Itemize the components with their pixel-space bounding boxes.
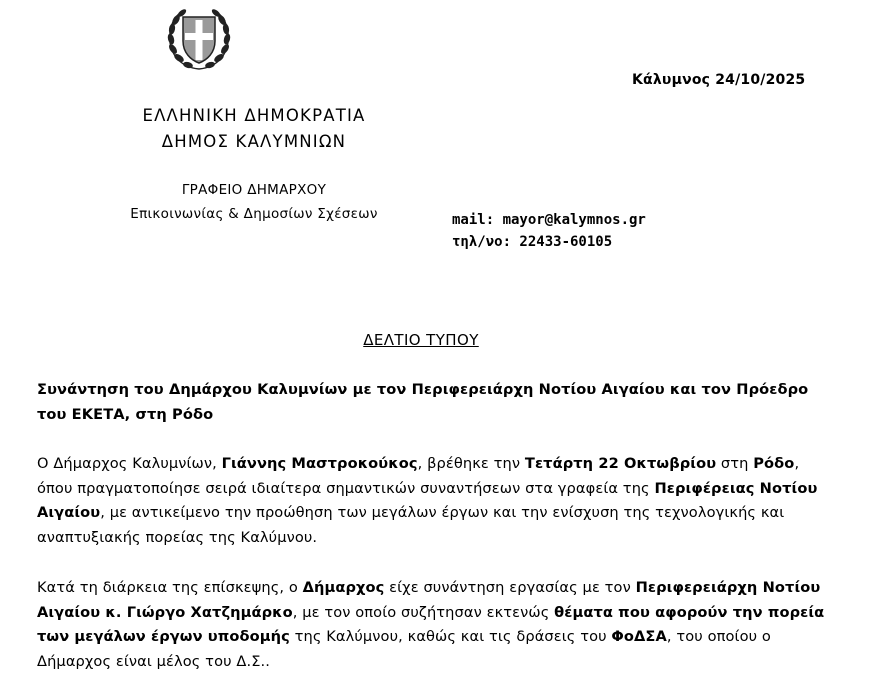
document-date: Κάλυμνος 24/10/2025 xyxy=(632,72,806,88)
municipality-name: ΔΗΜΟΣ ΚΑΛΥΜΝΙΩΝ xyxy=(161,132,347,151)
bold-run: θέματα που αφορούν την πορεία των μεγάλων έργων υποδομής xyxy=(37,603,825,645)
text-run: , όπου πραγματοποίησε σειρά ιδιαίτερα σημαντικών συναντήσεων στα γραφεία της xyxy=(37,455,800,497)
paragraph-2 xyxy=(37,576,837,674)
country-name: ΕΛΛΗΝΙΚΗ ΔΗΜΟΚΡΑΤΙΑ xyxy=(142,106,366,125)
document-subject: Συνάντηση του Δημάρχου Καλυμνίων με τον Περιφερειάρχη Νοτίου Αιγαίου και τον Πρόεδρο του ΕΚΕΤΑ, στη Ρόδο xyxy=(37,381,809,423)
text-run: , του οποίου ο Δήμαρχος είναι μέλος του Δ.Σ.. xyxy=(37,628,771,670)
bold-run: Περιφέρειας Νοτίου Αιγαίου xyxy=(37,479,818,521)
text-run: , βρέθηκε την xyxy=(417,455,525,472)
contact-email: mail: mayor@kalymnos.gr xyxy=(452,212,646,228)
document-title: ΔΕΛΤΙΟ ΤΥΠΟΥ xyxy=(363,331,479,349)
contact-phone: τηλ/νο: 22433-60105 xyxy=(452,234,613,250)
text-run: στη xyxy=(716,455,754,472)
text-run: , με τον οποίο συζήτησαν εκτενώς xyxy=(292,603,555,621)
text-run: , με αντικείμενο την προώθηση των μεγάλων έργων και την ενίσχυση της τεχνολογικής και αναπτυξιακής πορείας της Καλύμνου. xyxy=(37,504,785,546)
text-run: Ο Δήμαρχος Καλυμνίων, xyxy=(37,455,222,472)
greek-coat-of-arms-icon xyxy=(164,5,234,73)
bold-run: ΦοΔΣΑ xyxy=(611,628,667,645)
bold-run: Γιάννης Μαστροκούκος xyxy=(221,455,418,472)
bold-run: Τετάρτη 22 Οκτωβρίου xyxy=(524,455,717,472)
department-name: Επικοινωνίας & Δημοσίων Σχέσεων xyxy=(130,206,378,222)
text-run: Κατά τη διάρκεια της επίσκεψης, ο xyxy=(37,579,303,596)
bold-run: Ρόδο xyxy=(753,455,795,472)
text-run: είχε συνάντηση εργασίας με τον xyxy=(384,579,636,596)
text-run: της Καλύμνου, καθώς και τις δράσεις του xyxy=(289,628,612,645)
bold-run: Δήμαρχος xyxy=(302,579,385,596)
paragraph-1 xyxy=(37,452,837,550)
bold-run: Περιφερειάρχη Νοτίου Αιγαίου κ. Γιώργο Χατζημάρκο xyxy=(37,579,821,621)
office-name: ΓΡΑΦΕΙΟ ΔΗΜΑΡΧΟΥ xyxy=(181,182,327,198)
